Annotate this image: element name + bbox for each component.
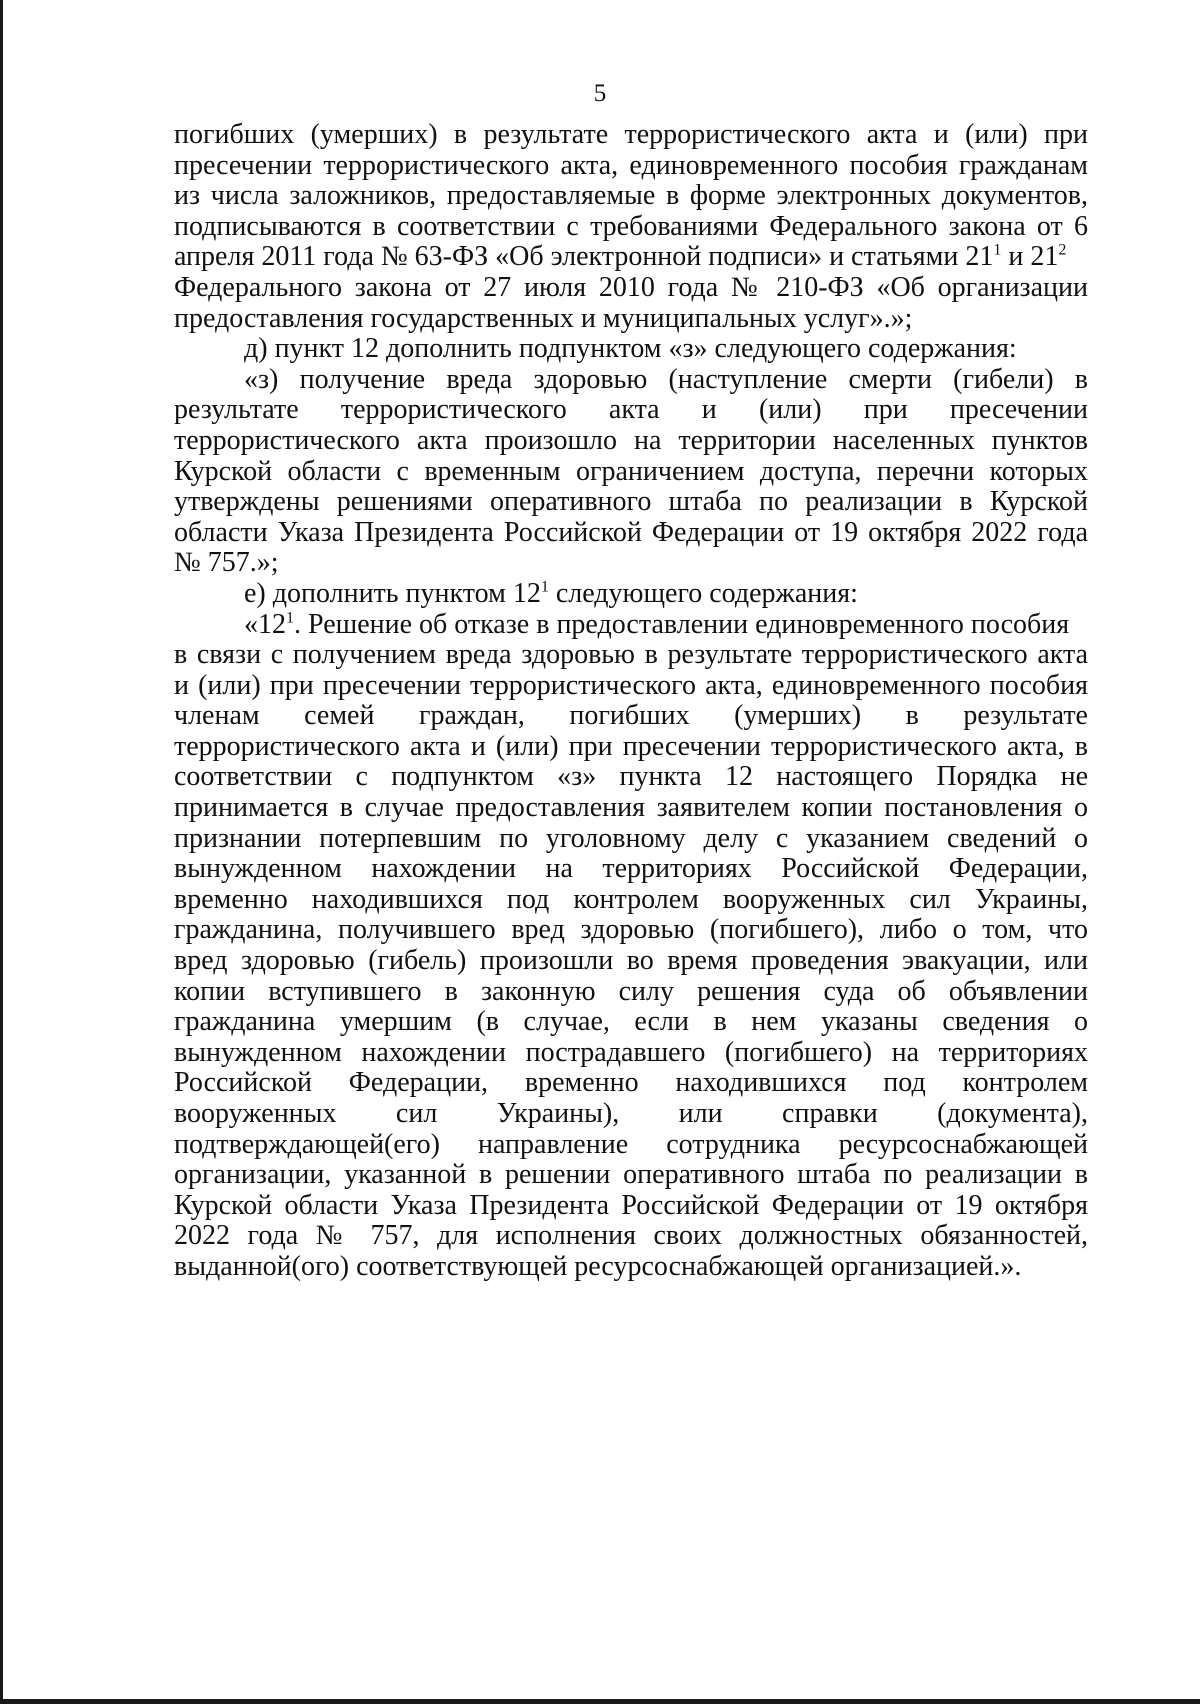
- text-line: вынужденном нахождении пострадавшего (погибшего) на территориях: [174, 1036, 1088, 1068]
- text-line: принимается в случае предоставления заявителем копии постановления о: [174, 792, 1088, 824]
- superscript: 2: [1058, 242, 1067, 260]
- text-line: 2022 года № 757, для исполнения своих должностных обязанностей,: [174, 1220, 1088, 1252]
- text-line: погибших (умерших) в результате террористического акта и (или) при: [174, 119, 1088, 150]
- text-line: вынужденном нахождении на территориях Российской Федерации,: [174, 853, 1088, 885]
- text-line: результате террористического акта и (или) при пресечении: [174, 394, 1088, 426]
- superscript: 1: [540, 578, 549, 596]
- text-line: № 757.»;: [174, 547, 279, 579]
- text-line: соответствии с подпунктом «з» пункта 12 настоящего Порядка не: [174, 761, 1088, 793]
- scan-left-edge: [0, 0, 3, 1704]
- text-line: временно находившихся под контролем вооруженных сил Украины,: [174, 883, 1088, 915]
- text-segment: «12: [244, 608, 286, 640]
- superscript: 1: [993, 242, 1002, 260]
- text-line: признании потерпевшим по уголовному делу с указанием сведений о: [174, 822, 1088, 854]
- text-line: Курской области Указа Президента Российской Федерации от 19 октября: [174, 1189, 1088, 1221]
- text-line: гражданина умершим (в случае, если в нем указаны сведения о: [174, 1006, 1088, 1038]
- text-segment: апреля 2011 года № 63-ФЗ «Об электронной подписи» и статьями 21: [174, 241, 994, 273]
- text-line: предоставления государственных и муниципальных услуг».»;: [174, 302, 913, 334]
- text-line: Российской Федерации, временно находившихся под контролем: [174, 1067, 1088, 1099]
- text-line: организации, указанной в решении оперативного штаба по реализации в: [174, 1159, 1088, 1191]
- text-line: вред здоровью (гибель) произошли во время проведения эвакуации, или: [174, 945, 1088, 977]
- superscript: 1: [286, 609, 294, 627]
- text-line: членам семей граждан, погибших (умерших) в результате: [174, 700, 1088, 732]
- text-line: копии вступившего в законную силу решения суда об объявлении: [174, 975, 1088, 1007]
- text-line: и (или) при пресечении террористического акта, единовременного пособия: [174, 669, 1088, 701]
- page-number: 5: [593, 80, 607, 107]
- text-line: гражданина, получившего вред здоровью (погибшего), либо о том, что: [174, 914, 1088, 946]
- text-line: в связи с получением вреда здоровью в результате террористического акта: [174, 639, 1088, 671]
- text-line: области Указа Президента Российской Федерации от 19 октября 2022 года: [174, 516, 1088, 548]
- text-line: из числа заложников, предоставляемые в форме электронных документов,: [174, 180, 1088, 212]
- text-line: подписываются в соответствии с требованиями Федерального закона от 6: [174, 210, 1088, 242]
- text-line: [174, 610, 1088, 641]
- text-line: «з) получение вреда здоровью (наступление смерти (гибели) в: [244, 363, 1088, 395]
- text-line: подтверждающей(его) направление сотрудника ресурсоснабжающей: [174, 1128, 1088, 1160]
- text-segment: следующего содержания:: [548, 577, 858, 609]
- text-segment: и 21: [1001, 241, 1059, 273]
- text-line: террористического акта и (или) при пресечении террористического акта, в: [174, 730, 1088, 762]
- text-line: д) пункт 12 дополнить подпунктом «з» следующего содержания:: [244, 333, 1017, 365]
- text-line: выданной(ого) соответствующей ресурсоснабжающей организацией.».: [174, 1250, 1022, 1282]
- document-body: [174, 120, 1088, 1283]
- text-line: утверждены решениями оперативного штаба по реализации в Курской: [174, 486, 1088, 518]
- scan-bottom-edge: [0, 1699, 1200, 1704]
- text-line: [174, 242, 1088, 273]
- text-line: вооруженных сил Украины), или справки (документа),: [174, 1098, 1088, 1129]
- text-segment: е) дополнить пунктом 12: [244, 577, 541, 609]
- text-line: Курской области с временным ограничением доступа, перечни которых: [174, 455, 1088, 487]
- text-line: Федерального закона от 27 июля 2010 года № 210-ФЗ «Об организации: [174, 271, 1088, 303]
- text-line: [174, 579, 1088, 610]
- text-line: террористического акта произошло на территории населенных пунктов: [174, 424, 1088, 456]
- text-segment: . Решение об отказе в предоставлении единовременного пособия: [294, 608, 1070, 640]
- text-line: пресечении террористического акта, единовременного пособия гражданам: [174, 149, 1088, 181]
